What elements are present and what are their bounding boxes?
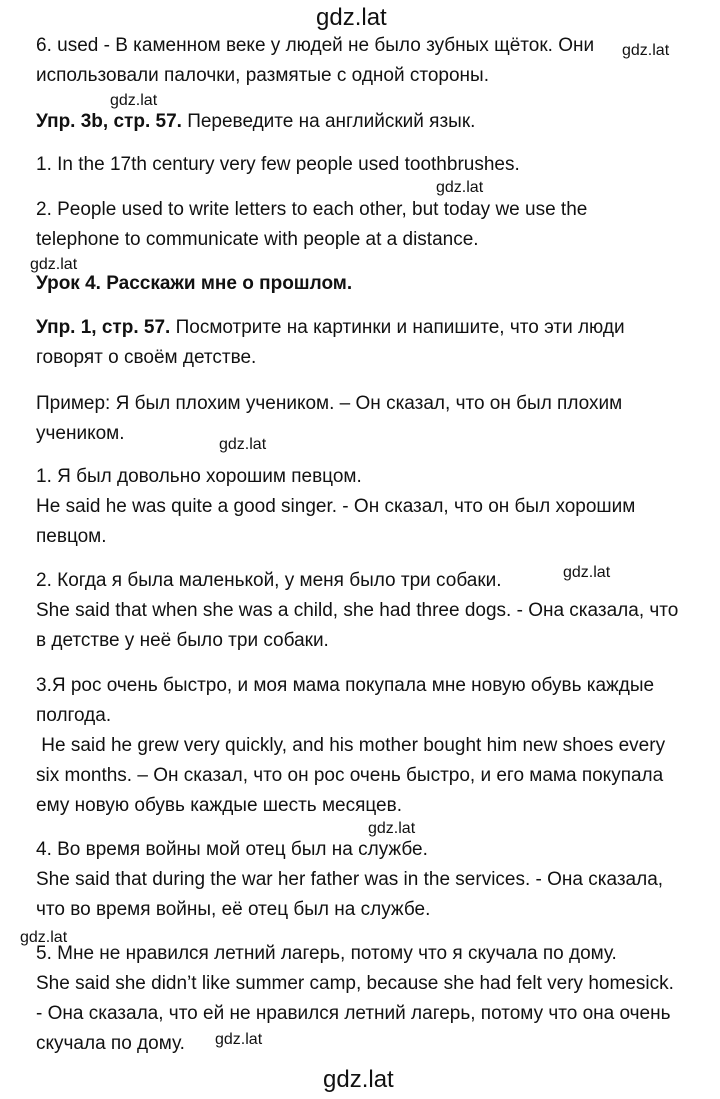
text-line: использовали палочки, размятые с одной стороны. [36, 65, 489, 86]
text-line: 1. In the 17th century very few people used toothbrushes. [36, 154, 520, 175]
exercise-3b-item-2 [36, 195, 696, 255]
exercise-1-heading [36, 313, 696, 373]
text-line: полгода. [36, 705, 112, 726]
text-line: 6. used - В каменном веке у людей не было зубных щёток. Они [36, 35, 595, 56]
watermark: gdz.lat [20, 929, 68, 946]
example-paragraph [36, 389, 696, 449]
exercise-label: Упр. 1, стр. 57. [36, 317, 171, 338]
text-line: 1. Я был довольно хорошим певцом. [36, 466, 362, 487]
paragraph-item-6 [36, 31, 696, 91]
answer-item-1 [36, 462, 696, 552]
watermark: gdz.lat [436, 179, 484, 196]
watermark: gdz.lat [368, 820, 416, 837]
text-line: Пример: Я был плохим учеником. – Он сказал, что он был плохим [36, 393, 623, 414]
watermark: gdz.lat [219, 436, 267, 453]
text-line: telephone to communicate with people at a distance. [36, 229, 479, 250]
text-line: ему новую обувь каждые шесть месяцев. [36, 795, 403, 816]
exercise-3b-item-1 [36, 150, 696, 180]
text-line: six months. – Он сказал, что он рос очень быстро, и его мама покупала [36, 765, 664, 786]
answer-item-4 [36, 835, 696, 925]
exercise-task: Посмотрите на картинки и напишите, что эти люди [170, 317, 625, 338]
text-line: скучала по дому. [36, 1033, 185, 1054]
watermark: gdz.lat [215, 1031, 263, 1048]
answer-item-5 [36, 939, 696, 1059]
text-line: 3.Я рос очень быстро, и моя мама покупала мне новую обувь каждые [36, 675, 655, 696]
watermark: gdz.lat [622, 42, 670, 59]
text-line: в детстве у неё было три собаки. [36, 630, 329, 651]
text-line: 2. Когда я была маленькой, у меня было три собаки. [36, 570, 502, 591]
watermark-top: gdz.lat [316, 4, 387, 31]
text-line: 4. Во время войны мой отец был на службе. [36, 839, 428, 860]
text-line: - Она сказала, что ей не нравился летний лагерь, потому что она очень [36, 1003, 671, 1024]
answer-item-3 [36, 671, 696, 821]
text-line: 2. People used to write letters to each other, but today we use the [36, 199, 588, 220]
text-line: учеником. [36, 423, 125, 444]
text-line: She said that during the war her father was in the services. - Она сказала, [36, 869, 664, 890]
text-line: He said he was quite a good singer. - Он сказал, что он был хорошим [36, 496, 636, 517]
text-line: говорят о своём детстве. [36, 347, 257, 368]
answer-item-2 [36, 566, 696, 656]
exercise-task: Переведите на английский язык. [181, 111, 476, 132]
watermark: gdz.lat [30, 256, 78, 273]
exercise-label: Упр. 3b, стр. 57. [36, 111, 182, 132]
watermark: gdz.lat [110, 92, 158, 109]
watermark: gdz.lat [563, 564, 611, 581]
text-line: что во время войны, её отец был на службе. [36, 899, 431, 920]
exercise-3b-heading [36, 107, 696, 137]
lesson-title: Урок 4. Расскажи мне о прошлом. [36, 273, 353, 294]
watermark-bottom: gdz.lat [323, 1066, 394, 1093]
text-line: She said that when she was a child, she had three dogs. - Она сказала, что [36, 600, 679, 621]
text-line: He said he grew very quickly, and his mother bought him new shoes every [36, 735, 666, 756]
text-line: певцом. [36, 526, 107, 547]
text-line: She said she didn’t like summer camp, because she had felt very homesick. [36, 973, 674, 994]
text-line: 5. Мне не нравился летний лагерь, потому что я скучала по дому. [36, 943, 617, 964]
